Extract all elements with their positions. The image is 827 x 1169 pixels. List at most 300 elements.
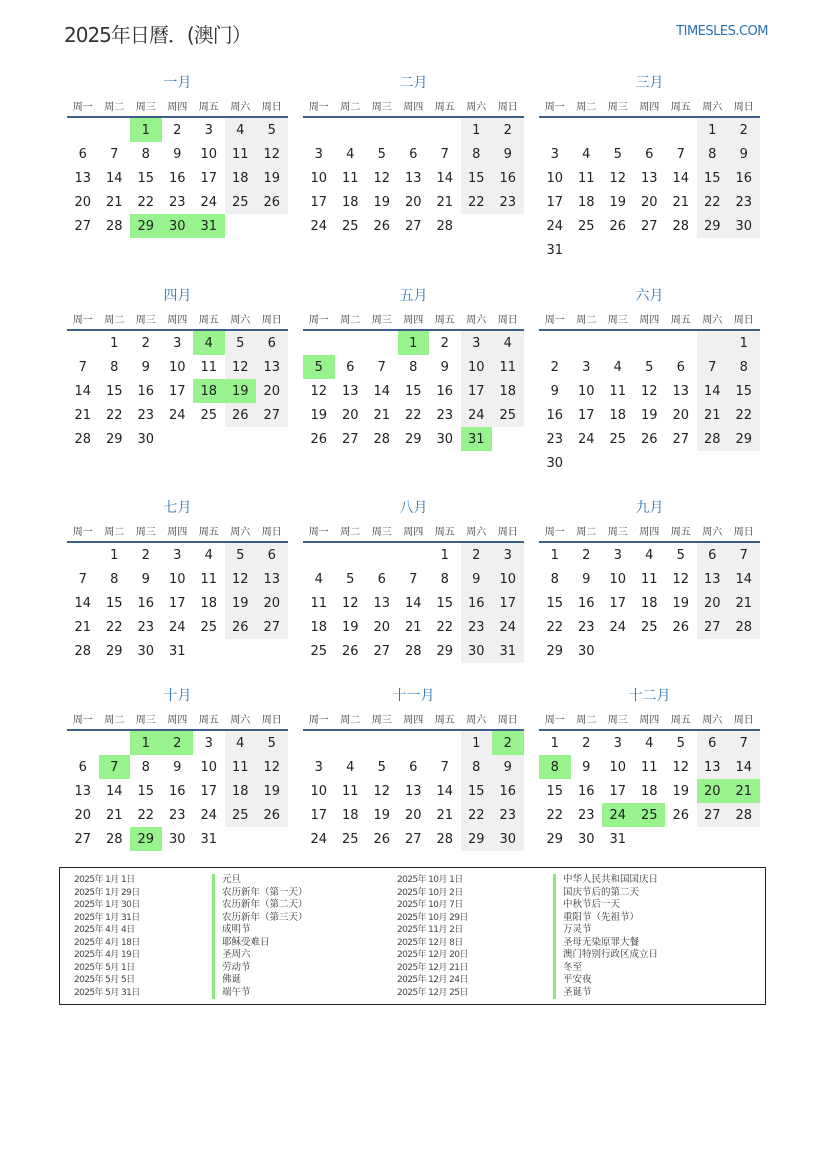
day-cell: 17 bbox=[609, 783, 627, 799]
weekday-label: 周日 bbox=[261, 101, 282, 113]
weekday-label: 周三 bbox=[607, 314, 628, 326]
legend-left-dates bbox=[74, 874, 140, 999]
weekday-label: 周六 bbox=[466, 314, 487, 326]
day-cell: 8 bbox=[409, 359, 418, 375]
empty-cell bbox=[67, 731, 99, 755]
day-cell: 21 bbox=[404, 619, 422, 635]
day-cell: 30 bbox=[577, 831, 595, 847]
day-cell: 16 bbox=[461, 591, 493, 615]
day-cell: 29 bbox=[461, 827, 493, 851]
day-cell: 3 bbox=[492, 543, 524, 567]
weekday-label: 周二 bbox=[576, 101, 597, 113]
legend-date: 2025年 4月 19日 bbox=[74, 950, 140, 960]
day-cell: 21 bbox=[105, 194, 123, 210]
day-cell: 24 bbox=[168, 407, 186, 423]
day-cell: 28 bbox=[373, 431, 391, 447]
day-cell: 6 bbox=[256, 543, 288, 567]
weekday-label: 周五 bbox=[198, 714, 219, 726]
month-name: 七月 bbox=[163, 500, 192, 516]
day-cell: 15 bbox=[697, 166, 729, 190]
legend-date: 2025年 10月 1日 bbox=[397, 875, 463, 885]
legend-holiday-name: 劳动节 bbox=[212, 962, 308, 975]
weekday-header bbox=[303, 307, 524, 331]
day-cell: 13 bbox=[672, 383, 690, 399]
legend-holiday-name: 佛诞 bbox=[212, 974, 308, 987]
day-cell: 12 bbox=[256, 142, 288, 166]
day-cell: 1 bbox=[130, 731, 162, 755]
day-cell: 23 bbox=[137, 407, 155, 423]
month-block bbox=[539, 685, 760, 851]
day-cell: 29 bbox=[105, 643, 123, 659]
weekday-label: 周日 bbox=[733, 714, 754, 726]
day-cell: 28 bbox=[74, 643, 92, 659]
day-cell: 19 bbox=[373, 807, 391, 823]
day-grid bbox=[67, 118, 288, 238]
weekday-label: 周六 bbox=[466, 101, 487, 113]
legend-date: 2025年 5月 31日 bbox=[74, 987, 140, 998]
day-cell: 27 bbox=[256, 403, 288, 427]
day-cell: 10 bbox=[310, 783, 328, 799]
day-cell: 20 bbox=[256, 379, 288, 403]
day-cell: 9 bbox=[582, 759, 591, 775]
day-cell: 22 bbox=[461, 803, 493, 827]
legend-date: 2025年 1月 29日 bbox=[74, 887, 140, 898]
day-cell: 17 bbox=[200, 170, 218, 186]
legend-holiday-name: 中华人民共和国国庆日 bbox=[553, 874, 658, 887]
day-cell: 24 bbox=[461, 403, 493, 427]
weekday-label: 周一 bbox=[544, 101, 565, 113]
day-cell: 23 bbox=[728, 190, 760, 214]
day-cell: 4 bbox=[225, 731, 257, 755]
day-cell: 6 bbox=[256, 331, 288, 355]
day-cell: 27 bbox=[404, 218, 422, 234]
day-cell: 6 bbox=[78, 759, 87, 775]
legend-date: 2025年 1月 31日 bbox=[74, 912, 140, 923]
day-cell: 8 bbox=[440, 571, 449, 587]
empty-cell bbox=[571, 331, 603, 355]
day-cell: 5 bbox=[377, 759, 386, 775]
day-cell: 1 bbox=[110, 547, 119, 563]
day-cell: 27 bbox=[74, 218, 92, 234]
day-cell: 15 bbox=[137, 783, 155, 799]
day-cell: 10 bbox=[461, 355, 493, 379]
day-grid bbox=[539, 331, 760, 475]
day-cell: 26 bbox=[640, 431, 658, 447]
day-cell: 28 bbox=[74, 431, 92, 447]
day-cell: 12 bbox=[341, 595, 359, 611]
day-cell: 1 bbox=[398, 331, 430, 355]
day-cell: 8 bbox=[141, 759, 150, 775]
weekday-label: 周二 bbox=[576, 314, 597, 326]
empty-cell bbox=[303, 118, 335, 142]
day-cell: 2 bbox=[141, 547, 150, 563]
day-cell: 23 bbox=[492, 190, 524, 214]
day-cell: 17 bbox=[492, 591, 524, 615]
day-cell: 5 bbox=[613, 146, 622, 162]
day-cell: 29 bbox=[105, 431, 123, 447]
day-cell: 5 bbox=[346, 571, 355, 587]
weekday-label: 周三 bbox=[607, 714, 628, 726]
day-cell: 23 bbox=[461, 615, 493, 639]
day-cell: 6 bbox=[377, 571, 386, 587]
day-cell: 29 bbox=[728, 427, 760, 451]
day-cell: 14 bbox=[74, 383, 92, 399]
weekday-label: 周二 bbox=[340, 526, 361, 538]
day-cell: 1 bbox=[728, 331, 760, 355]
empty-cell bbox=[571, 118, 603, 142]
day-cell: 31 bbox=[492, 639, 524, 663]
day-cell: 26 bbox=[225, 615, 257, 639]
day-cell: 22 bbox=[137, 194, 155, 210]
day-cell: 31 bbox=[200, 831, 218, 847]
day-cell: 5 bbox=[256, 731, 288, 755]
day-cell: 5 bbox=[676, 735, 685, 751]
weekday-header bbox=[539, 94, 760, 118]
weekday-label: 周一 bbox=[544, 314, 565, 326]
day-cell: 10 bbox=[200, 759, 218, 775]
day-cell: 14 bbox=[436, 170, 454, 186]
weekday-header bbox=[539, 707, 760, 731]
day-cell: 10 bbox=[168, 571, 186, 587]
day-cell: 1 bbox=[550, 547, 559, 563]
day-cell: 9 bbox=[550, 383, 559, 399]
day-cell: 14 bbox=[728, 755, 760, 779]
weekday-label: 周五 bbox=[434, 526, 455, 538]
weekday-label: 周一 bbox=[308, 714, 329, 726]
weekday-label: 周一 bbox=[72, 526, 93, 538]
weekday-label: 周四 bbox=[403, 714, 424, 726]
empty-cell bbox=[665, 331, 697, 355]
day-cell: 20 bbox=[256, 591, 288, 615]
month-block bbox=[539, 285, 760, 475]
weekday-label: 周二 bbox=[576, 526, 597, 538]
site-logo[interactable]: TIMESLES.COM bbox=[676, 24, 768, 39]
day-cell: 9 bbox=[141, 571, 150, 587]
day-cell: 17 bbox=[461, 379, 493, 403]
empty-cell bbox=[67, 331, 99, 355]
legend-holiday-name: 耶稣受难日 bbox=[212, 937, 308, 950]
day-cell: 3 bbox=[173, 547, 182, 563]
day-cell: 2 bbox=[461, 543, 493, 567]
day-cell: 15 bbox=[546, 783, 564, 799]
empty-cell bbox=[366, 731, 398, 755]
month-block bbox=[303, 72, 524, 238]
weekday-label: 周一 bbox=[72, 314, 93, 326]
day-cell: 29 bbox=[697, 214, 729, 238]
weekday-label: 周二 bbox=[340, 714, 361, 726]
empty-cell bbox=[366, 543, 398, 567]
empty-cell bbox=[67, 118, 99, 142]
weekday-label: 周五 bbox=[670, 526, 691, 538]
month-name: 六月 bbox=[635, 288, 664, 304]
day-cell: 14 bbox=[74, 595, 92, 611]
weekday-label: 周日 bbox=[497, 314, 518, 326]
day-grid bbox=[303, 331, 524, 451]
day-cell: 21 bbox=[728, 779, 760, 803]
day-cell: 3 bbox=[204, 122, 213, 138]
day-cell: 25 bbox=[640, 619, 658, 635]
day-cell: 19 bbox=[310, 407, 328, 423]
day-cell: 18 bbox=[577, 194, 595, 210]
weekday-label: 周三 bbox=[371, 314, 392, 326]
weekday-label: 周五 bbox=[198, 526, 219, 538]
day-cell: 1 bbox=[550, 735, 559, 751]
day-cell: 22 bbox=[546, 807, 564, 823]
weekday-header bbox=[303, 94, 524, 118]
day-cell: 17 bbox=[310, 807, 328, 823]
day-cell: 22 bbox=[697, 190, 729, 214]
day-cell: 10 bbox=[609, 759, 627, 775]
weekday-header bbox=[67, 707, 288, 731]
day-cell: 14 bbox=[105, 783, 123, 799]
day-cell: 4 bbox=[225, 118, 257, 142]
day-cell: 7 bbox=[728, 731, 760, 755]
weekday-label: 周五 bbox=[670, 314, 691, 326]
month-block bbox=[303, 497, 524, 663]
day-cell: 30 bbox=[137, 431, 155, 447]
day-cell: 5 bbox=[377, 146, 386, 162]
day-cell: 23 bbox=[546, 431, 564, 447]
day-grid bbox=[303, 118, 524, 238]
day-cell: 13 bbox=[74, 783, 92, 799]
weekday-label: 周四 bbox=[167, 101, 188, 113]
weekday-label: 周一 bbox=[544, 714, 565, 726]
empty-cell bbox=[539, 118, 571, 142]
weekday-label: 周二 bbox=[104, 314, 125, 326]
weekday-label: 周六 bbox=[230, 526, 251, 538]
empty-cell bbox=[539, 331, 571, 355]
day-cell: 11 bbox=[225, 755, 257, 779]
empty-cell bbox=[303, 331, 335, 355]
day-cell: 30 bbox=[577, 643, 595, 659]
legend-holiday-name: 国庆节后的第二天 bbox=[553, 887, 658, 900]
legend-date: 2025年 5月 1日 bbox=[74, 962, 135, 973]
day-cell: 3 bbox=[613, 547, 622, 563]
day-cell: 26 bbox=[341, 643, 359, 659]
day-cell: 17 bbox=[577, 407, 595, 423]
day-cell: 28 bbox=[697, 427, 729, 451]
day-cell: 1 bbox=[110, 335, 119, 351]
month-name: 十二月 bbox=[628, 688, 671, 704]
day-cell: 31 bbox=[546, 242, 564, 258]
day-cell: 13 bbox=[74, 170, 92, 186]
day-cell: 11 bbox=[577, 170, 595, 186]
weekday-label: 周一 bbox=[308, 101, 329, 113]
day-cell: 13 bbox=[256, 567, 288, 591]
page-header bbox=[0, 0, 827, 60]
weekday-label: 周四 bbox=[639, 101, 660, 113]
day-cell: 4 bbox=[492, 331, 524, 355]
weekday-label: 周二 bbox=[104, 526, 125, 538]
empty-cell bbox=[429, 118, 461, 142]
day-cell: 19 bbox=[225, 379, 257, 403]
legend-date: 2025年 12月 21日 bbox=[397, 962, 468, 973]
weekday-label: 周二 bbox=[576, 714, 597, 726]
day-cell: 20 bbox=[373, 619, 391, 635]
legend-holiday-name: 端午节 bbox=[212, 987, 308, 1000]
day-cell: 27 bbox=[404, 831, 422, 847]
day-cell: 18 bbox=[492, 379, 524, 403]
day-cell: 19 bbox=[640, 407, 658, 423]
day-cell: 29 bbox=[130, 827, 162, 851]
legend-date: 2025年 4月 4日 bbox=[74, 925, 135, 935]
day-cell: 20 bbox=[640, 194, 658, 210]
day-cell: 15 bbox=[461, 779, 493, 803]
empty-cell bbox=[429, 731, 461, 755]
day-cell: 22 bbox=[436, 619, 454, 635]
weekday-label: 周五 bbox=[434, 314, 455, 326]
legend-date: 2025年 10月 29日 bbox=[397, 912, 468, 923]
day-cell: 2 bbox=[582, 547, 591, 563]
day-cell: 5 bbox=[676, 547, 685, 563]
day-cell: 22 bbox=[404, 407, 422, 423]
day-cell: 14 bbox=[728, 567, 760, 591]
day-cell: 13 bbox=[697, 567, 729, 591]
day-cell: 19 bbox=[256, 779, 288, 803]
day-cell: 30 bbox=[162, 214, 194, 238]
day-cell: 5 bbox=[225, 331, 257, 355]
empty-cell bbox=[99, 118, 131, 142]
day-cell: 15 bbox=[728, 379, 760, 403]
day-cell: 27 bbox=[697, 615, 729, 639]
day-cell: 14 bbox=[672, 170, 690, 186]
weekday-label: 周六 bbox=[702, 526, 723, 538]
day-cell: 29 bbox=[546, 831, 564, 847]
day-cell: 9 bbox=[173, 146, 182, 162]
day-cell: 13 bbox=[404, 783, 422, 799]
day-cell: 11 bbox=[609, 383, 627, 399]
day-cell: 28 bbox=[672, 218, 690, 234]
day-cell: 14 bbox=[404, 595, 422, 611]
legend-holiday-name: 元旦 bbox=[212, 874, 308, 887]
month-name: 一月 bbox=[163, 75, 192, 91]
day-cell: 15 bbox=[105, 595, 123, 611]
day-cell: 7 bbox=[440, 146, 449, 162]
legend-holiday-name: 圣周六 bbox=[212, 949, 308, 962]
day-cell: 8 bbox=[461, 142, 493, 166]
day-cell: 19 bbox=[609, 194, 627, 210]
day-cell: 17 bbox=[168, 595, 186, 611]
weekday-label: 周日 bbox=[261, 526, 282, 538]
day-cell: 14 bbox=[697, 379, 729, 403]
weekday-label: 周五 bbox=[670, 101, 691, 113]
day-cell: 6 bbox=[645, 146, 654, 162]
weekday-label: 周二 bbox=[340, 101, 361, 113]
day-cell: 16 bbox=[168, 783, 186, 799]
day-cell: 9 bbox=[492, 755, 524, 779]
weekday-label: 周六 bbox=[230, 714, 251, 726]
day-cell: 2 bbox=[173, 122, 182, 138]
day-cell: 27 bbox=[373, 643, 391, 659]
month-name: 八月 bbox=[399, 500, 428, 516]
day-cell: 10 bbox=[546, 170, 564, 186]
weekday-label: 周三 bbox=[371, 101, 392, 113]
month-block bbox=[303, 285, 524, 451]
day-cell: 16 bbox=[168, 170, 186, 186]
day-cell: 15 bbox=[546, 595, 564, 611]
day-cell: 21 bbox=[672, 194, 690, 210]
weekday-label: 周五 bbox=[434, 101, 455, 113]
day-cell: 31 bbox=[461, 427, 493, 451]
day-grid bbox=[67, 543, 288, 663]
weekday-label: 周四 bbox=[639, 714, 660, 726]
day-cell: 2 bbox=[492, 731, 524, 755]
day-cell: 16 bbox=[728, 166, 760, 190]
day-cell: 20 bbox=[697, 591, 729, 615]
day-cell: 12 bbox=[373, 170, 391, 186]
legend-date: 2025年 4月 18日 bbox=[74, 937, 140, 948]
legend-date: 2025年 12月 24日 bbox=[397, 975, 468, 985]
day-cell: 23 bbox=[436, 407, 454, 423]
day-cell: 31 bbox=[193, 214, 225, 238]
month-name: 二月 bbox=[399, 75, 428, 91]
day-cell: 17 bbox=[609, 595, 627, 611]
weekday-label: 周四 bbox=[167, 314, 188, 326]
day-cell: 25 bbox=[225, 190, 257, 214]
day-cell: 18 bbox=[200, 595, 218, 611]
month-name: 十一月 bbox=[392, 688, 435, 704]
weekday-label: 周五 bbox=[198, 314, 219, 326]
day-cell: 9 bbox=[141, 359, 150, 375]
day-cell: 8 bbox=[461, 755, 493, 779]
day-cell: 27 bbox=[74, 831, 92, 847]
day-cell: 18 bbox=[640, 783, 658, 799]
weekday-label: 周六 bbox=[466, 714, 487, 726]
empty-cell bbox=[67, 543, 99, 567]
legend-holiday-name: 成明节 bbox=[212, 924, 308, 937]
weekday-label: 周四 bbox=[639, 314, 660, 326]
day-cell: 12 bbox=[225, 567, 257, 591]
day-cell: 8 bbox=[110, 571, 119, 587]
weekday-label: 周六 bbox=[230, 101, 251, 113]
legend-holiday-name: 平安夜 bbox=[553, 974, 658, 987]
legend-date: 2025年 12月 8日 bbox=[397, 937, 463, 948]
weekday-label: 周一 bbox=[308, 526, 329, 538]
day-cell: 25 bbox=[341, 218, 359, 234]
day-cell: 24 bbox=[577, 431, 595, 447]
day-cell: 7 bbox=[110, 146, 119, 162]
day-cell: 6 bbox=[697, 543, 729, 567]
day-cell: 18 bbox=[193, 379, 225, 403]
day-cell: 10 bbox=[492, 567, 524, 591]
day-cell: 11 bbox=[640, 759, 658, 775]
day-cell: 3 bbox=[582, 359, 591, 375]
day-cell: 25 bbox=[609, 431, 627, 447]
legend-holiday-name: 农历新年（第一天） bbox=[212, 887, 308, 900]
month-block bbox=[67, 72, 288, 238]
day-cell: 15 bbox=[137, 170, 155, 186]
page-title: 2025年日曆．(澳门） bbox=[64, 23, 251, 47]
day-cell: 10 bbox=[310, 170, 328, 186]
day-cell: 7 bbox=[440, 759, 449, 775]
day-cell: 6 bbox=[409, 146, 418, 162]
weekday-label: 周三 bbox=[135, 101, 156, 113]
day-cell: 16 bbox=[577, 595, 595, 611]
day-cell: 21 bbox=[373, 407, 391, 423]
holiday-legend bbox=[59, 867, 766, 1005]
day-cell: 11 bbox=[225, 142, 257, 166]
day-cell: 23 bbox=[168, 807, 186, 823]
weekday-label: 周一 bbox=[308, 314, 329, 326]
day-cell: 8 bbox=[110, 359, 119, 375]
weekday-label: 周六 bbox=[466, 526, 487, 538]
weekday-label: 周三 bbox=[607, 101, 628, 113]
day-cell: 9 bbox=[582, 571, 591, 587]
day-cell: 30 bbox=[492, 827, 524, 851]
day-cell: 12 bbox=[640, 383, 658, 399]
day-cell: 24 bbox=[310, 218, 328, 234]
day-cell: 21 bbox=[436, 807, 454, 823]
